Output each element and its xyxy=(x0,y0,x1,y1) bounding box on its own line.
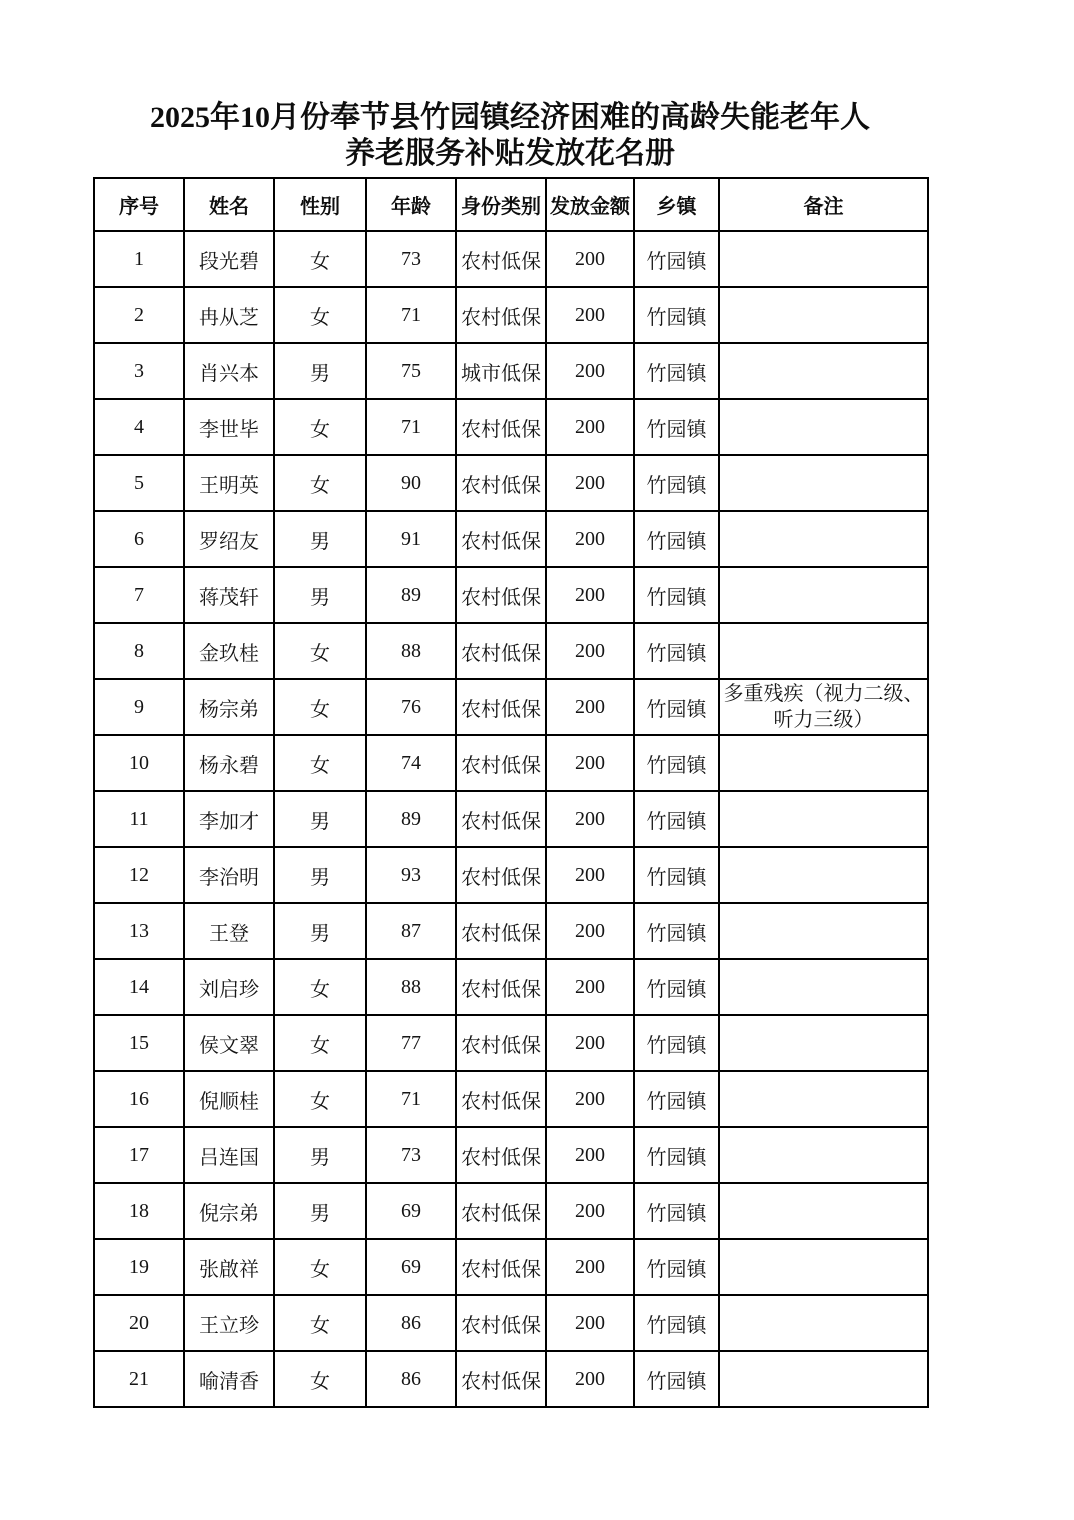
roster-table xyxy=(93,177,929,1408)
cell-category: 农村低保 xyxy=(456,735,546,791)
cell-no: 7 xyxy=(94,567,184,623)
cell-no: 16 xyxy=(94,1071,184,1127)
cell-remark xyxy=(719,847,928,903)
cell-age: 89 xyxy=(366,567,456,623)
table-row xyxy=(94,623,928,679)
header-row xyxy=(94,178,928,231)
table-row xyxy=(94,455,928,511)
cell-amount: 200 xyxy=(546,903,634,959)
table-row xyxy=(94,1239,928,1295)
cell-amount: 200 xyxy=(546,1015,634,1071)
cell-amount: 200 xyxy=(546,1183,634,1239)
cell-no: 9 xyxy=(94,679,184,735)
document-title xyxy=(93,100,927,172)
cell-age: 76 xyxy=(366,679,456,735)
cell-amount: 200 xyxy=(546,1351,634,1407)
cell-remark xyxy=(719,287,928,343)
cell-town: 竹园镇 xyxy=(634,343,719,399)
col-header-no: 序号 xyxy=(94,178,184,231)
cell-no: 11 xyxy=(94,791,184,847)
cell-name: 肖兴本 xyxy=(184,343,274,399)
cell-amount: 200 xyxy=(546,511,634,567)
cell-amount: 200 xyxy=(546,1071,634,1127)
cell-category: 城市低保 xyxy=(456,343,546,399)
cell-name: 倪顺桂 xyxy=(184,1071,274,1127)
cell-town: 竹园镇 xyxy=(634,567,719,623)
cell-gender: 男 xyxy=(274,903,366,959)
cell-name: 蒋茂轩 xyxy=(184,567,274,623)
cell-amount: 200 xyxy=(546,1127,634,1183)
cell-town: 竹园镇 xyxy=(634,1239,719,1295)
cell-gender: 女 xyxy=(274,735,366,791)
cell-age: 74 xyxy=(366,735,456,791)
cell-gender: 女 xyxy=(274,1071,366,1127)
cell-remark xyxy=(719,231,928,287)
cell-category: 农村低保 xyxy=(456,567,546,623)
col-header-amount: 发放金额 xyxy=(546,178,634,231)
table-row xyxy=(94,959,928,1015)
table-row xyxy=(94,679,928,735)
cell-gender: 女 xyxy=(274,455,366,511)
cell-age: 71 xyxy=(366,1071,456,1127)
cell-name: 王登 xyxy=(184,903,274,959)
cell-amount: 200 xyxy=(546,847,634,903)
col-header-age: 年龄 xyxy=(366,178,456,231)
cell-no: 20 xyxy=(94,1295,184,1351)
table-row xyxy=(94,735,928,791)
cell-name: 王立珍 xyxy=(184,1295,274,1351)
cell-category: 农村低保 xyxy=(456,287,546,343)
cell-no: 19 xyxy=(94,1239,184,1295)
cell-category: 农村低保 xyxy=(456,959,546,1015)
cell-no: 3 xyxy=(94,343,184,399)
cell-town: 竹园镇 xyxy=(634,1295,719,1351)
cell-category: 农村低保 xyxy=(456,455,546,511)
col-header-category: 身份类别 xyxy=(456,178,546,231)
cell-amount: 200 xyxy=(546,399,634,455)
cell-age: 86 xyxy=(366,1295,456,1351)
table-row xyxy=(94,1127,928,1183)
table-row xyxy=(94,511,928,567)
cell-gender: 女 xyxy=(274,231,366,287)
table-row xyxy=(94,1015,928,1071)
cell-remark xyxy=(719,1015,928,1071)
cell-no: 10 xyxy=(94,735,184,791)
cell-name: 李世毕 xyxy=(184,399,274,455)
cell-no: 14 xyxy=(94,959,184,1015)
cell-no: 2 xyxy=(94,287,184,343)
cell-amount: 200 xyxy=(546,455,634,511)
cell-age: 91 xyxy=(366,511,456,567)
cell-name: 李治明 xyxy=(184,847,274,903)
table-row xyxy=(94,791,928,847)
table-row xyxy=(94,343,928,399)
cell-amount: 200 xyxy=(546,287,634,343)
cell-remark xyxy=(719,399,928,455)
cell-remark xyxy=(719,511,928,567)
cell-no: 12 xyxy=(94,847,184,903)
cell-amount: 200 xyxy=(546,1295,634,1351)
cell-gender: 男 xyxy=(274,343,366,399)
cell-gender: 女 xyxy=(274,959,366,1015)
cell-age: 73 xyxy=(366,231,456,287)
cell-gender: 男 xyxy=(274,567,366,623)
table-row xyxy=(94,1351,928,1407)
cell-no: 17 xyxy=(94,1127,184,1183)
cell-gender: 男 xyxy=(274,511,366,567)
cell-remark xyxy=(719,735,928,791)
cell-category: 农村低保 xyxy=(456,1015,546,1071)
cell-name: 罗绍友 xyxy=(184,511,274,567)
cell-town: 竹园镇 xyxy=(634,847,719,903)
cell-amount: 200 xyxy=(546,791,634,847)
col-header-town: 乡镇 xyxy=(634,178,719,231)
cell-name: 杨宗弟 xyxy=(184,679,274,735)
cell-category: 农村低保 xyxy=(456,1071,546,1127)
cell-category: 农村低保 xyxy=(456,1183,546,1239)
cell-town: 竹园镇 xyxy=(634,959,719,1015)
cell-age: 69 xyxy=(366,1239,456,1295)
cell-amount: 200 xyxy=(546,623,634,679)
table-row xyxy=(94,1183,928,1239)
cell-category: 农村低保 xyxy=(456,1239,546,1295)
cell-town: 竹园镇 xyxy=(634,287,719,343)
title-line-2: 养老服务补贴发放花名册 xyxy=(345,137,675,170)
col-header-name: 姓名 xyxy=(184,178,274,231)
cell-town: 竹园镇 xyxy=(634,735,719,791)
cell-age: 75 xyxy=(366,343,456,399)
cell-amount: 200 xyxy=(546,735,634,791)
cell-age: 88 xyxy=(366,623,456,679)
cell-name: 倪宗弟 xyxy=(184,1183,274,1239)
cell-gender: 女 xyxy=(274,399,366,455)
cell-town: 竹园镇 xyxy=(634,791,719,847)
cell-gender: 女 xyxy=(274,1351,366,1407)
cell-category: 农村低保 xyxy=(456,679,546,735)
cell-gender: 男 xyxy=(274,1127,366,1183)
cell-remark xyxy=(719,455,928,511)
cell-category: 农村低保 xyxy=(456,1295,546,1351)
cell-town: 竹园镇 xyxy=(634,455,719,511)
cell-remark: 多重残疾（视力二级、听力三级） xyxy=(719,679,928,735)
cell-category: 农村低保 xyxy=(456,399,546,455)
cell-remark xyxy=(719,1295,928,1351)
col-header-gender: 性别 xyxy=(274,178,366,231)
table-row xyxy=(94,847,928,903)
cell-amount: 200 xyxy=(546,343,634,399)
cell-town: 竹园镇 xyxy=(634,1127,719,1183)
cell-no: 8 xyxy=(94,623,184,679)
cell-town: 竹园镇 xyxy=(634,1183,719,1239)
cell-town: 竹园镇 xyxy=(634,623,719,679)
cell-category: 农村低保 xyxy=(456,847,546,903)
cell-remark xyxy=(719,1071,928,1127)
cell-name: 吕连国 xyxy=(184,1127,274,1183)
cell-gender: 男 xyxy=(274,791,366,847)
cell-gender: 女 xyxy=(274,623,366,679)
cell-name: 冉从芝 xyxy=(184,287,274,343)
cell-no: 4 xyxy=(94,399,184,455)
cell-name: 段光碧 xyxy=(184,231,274,287)
table-body xyxy=(94,231,928,1407)
table-row xyxy=(94,567,928,623)
cell-age: 71 xyxy=(366,399,456,455)
cell-no: 13 xyxy=(94,903,184,959)
table-row xyxy=(94,1071,928,1127)
cell-name: 李加才 xyxy=(184,791,274,847)
cell-name: 杨永碧 xyxy=(184,735,274,791)
cell-no: 15 xyxy=(94,1015,184,1071)
cell-amount: 200 xyxy=(546,231,634,287)
table-row xyxy=(94,1295,928,1351)
cell-name: 喻清香 xyxy=(184,1351,274,1407)
cell-amount: 200 xyxy=(546,679,634,735)
cell-gender: 女 xyxy=(274,1295,366,1351)
cell-name: 张啟祥 xyxy=(184,1239,274,1295)
cell-remark xyxy=(719,567,928,623)
cell-town: 竹园镇 xyxy=(634,231,719,287)
title-line-1: 2025年10月份奉节县竹园镇经济困难的高龄失能老年人 xyxy=(150,101,870,134)
cell-remark xyxy=(719,1183,928,1239)
table-row xyxy=(94,903,928,959)
cell-age: 69 xyxy=(366,1183,456,1239)
cell-no: 5 xyxy=(94,455,184,511)
cell-category: 农村低保 xyxy=(456,1351,546,1407)
cell-name: 侯文翠 xyxy=(184,1015,274,1071)
cell-name: 金玖桂 xyxy=(184,623,274,679)
cell-remark xyxy=(719,1239,928,1295)
cell-age: 93 xyxy=(366,847,456,903)
table-row xyxy=(94,231,928,287)
cell-remark xyxy=(719,1127,928,1183)
cell-amount: 200 xyxy=(546,1239,634,1295)
cell-gender: 男 xyxy=(274,847,366,903)
cell-category: 农村低保 xyxy=(456,903,546,959)
cell-age: 87 xyxy=(366,903,456,959)
cell-category: 农村低保 xyxy=(456,623,546,679)
cell-no: 6 xyxy=(94,511,184,567)
cell-remark xyxy=(719,903,928,959)
cell-remark xyxy=(719,1351,928,1407)
cell-town: 竹园镇 xyxy=(634,679,719,735)
cell-remark xyxy=(719,623,928,679)
cell-remark xyxy=(719,791,928,847)
cell-town: 竹园镇 xyxy=(634,903,719,959)
cell-name: 王明英 xyxy=(184,455,274,511)
cell-town: 竹园镇 xyxy=(634,1015,719,1071)
table-row xyxy=(94,287,928,343)
cell-category: 农村低保 xyxy=(456,511,546,567)
cell-age: 89 xyxy=(366,791,456,847)
cell-amount: 200 xyxy=(546,567,634,623)
cell-category: 农村低保 xyxy=(456,1127,546,1183)
cell-age: 90 xyxy=(366,455,456,511)
cell-gender: 女 xyxy=(274,1015,366,1071)
cell-age: 86 xyxy=(366,1351,456,1407)
col-header-remark: 备注 xyxy=(719,178,928,231)
cell-town: 竹园镇 xyxy=(634,511,719,567)
cell-town: 竹园镇 xyxy=(634,1071,719,1127)
cell-no: 18 xyxy=(94,1183,184,1239)
cell-age: 71 xyxy=(366,287,456,343)
cell-town: 竹园镇 xyxy=(634,1351,719,1407)
cell-no: 1 xyxy=(94,231,184,287)
cell-gender: 女 xyxy=(274,679,366,735)
cell-amount: 200 xyxy=(546,959,634,1015)
cell-remark xyxy=(719,959,928,1015)
cell-gender: 女 xyxy=(274,287,366,343)
table-row xyxy=(94,399,928,455)
cell-category: 农村低保 xyxy=(456,231,546,287)
cell-name: 刘启珍 xyxy=(184,959,274,1015)
cell-age: 77 xyxy=(366,1015,456,1071)
cell-age: 73 xyxy=(366,1127,456,1183)
cell-no: 21 xyxy=(94,1351,184,1407)
cell-gender: 女 xyxy=(274,1239,366,1295)
cell-gender: 男 xyxy=(274,1183,366,1239)
cell-remark xyxy=(719,343,928,399)
cell-age: 88 xyxy=(366,959,456,1015)
cell-town: 竹园镇 xyxy=(634,399,719,455)
cell-category: 农村低保 xyxy=(456,791,546,847)
